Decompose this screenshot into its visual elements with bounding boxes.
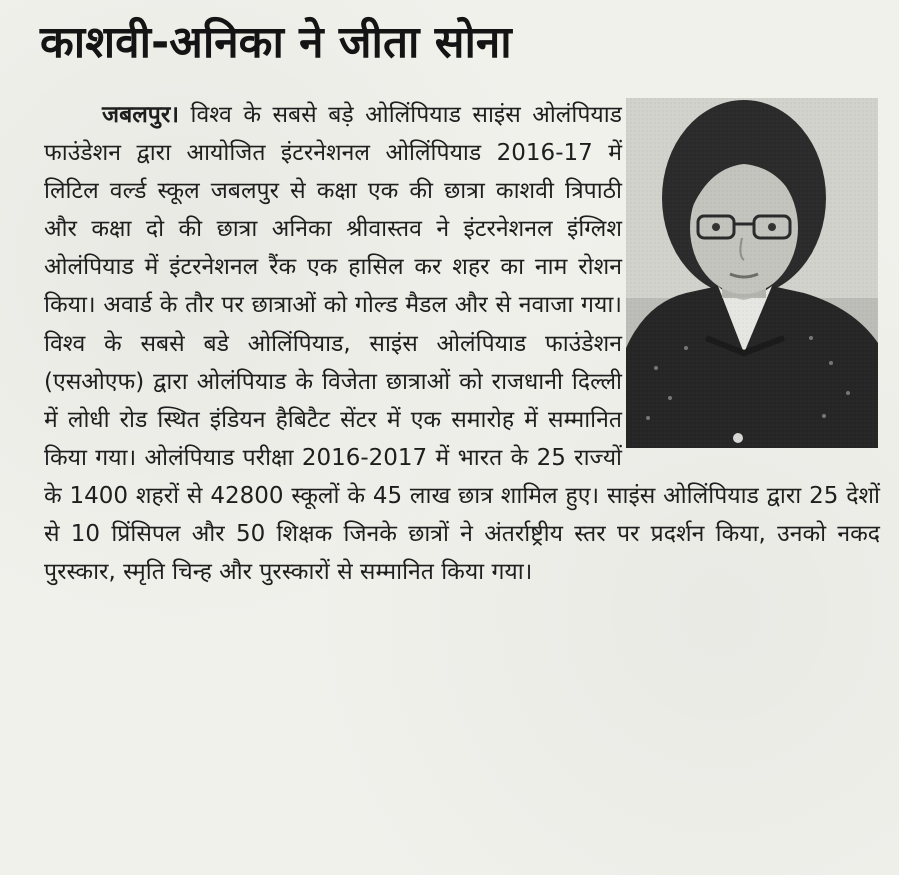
dateline: जबलपुर। bbox=[102, 102, 179, 128]
article-body bbox=[44, 96, 880, 591]
article-body-text: विश्व के सबसे बड़े ओलिंपियाड साइंस ओलंपियाड फाउंडेशन द्वारा आयोजित इंटरनेशनल ओलिंपियाड 2016-17 में लिटिल वर्ल्ड स्कूल जबलपुर से कक्षा एक की छात्रा काशवी त्रिपाठी और कक्षा दो की छात्रा अनिका श्रीवास्तव ने इंटरनेशनल इंग्लिश ओलंपियाड में इंटरनेशनल रैंक एक हासिल कर शहर का नाम रोशन किया। अवार्ड के तौर पर छात्राओं को गोल्ड मैडल और से नवाजा गया। विश्व के सबसे बडे ओलिंपियाड, साइंस ओलंपियाड फाउंडेशन (एसओएफ) द्वारा ओलंपियाड के विजेता छात्राओं को राजधानी दिल्ली में लोधी रोड स्थित इंडियन हैबिटैट सेंटर में एक समारोह में सम्मानित किया गया। ओलंपियाड परीक्षा 2016-2017 में भारत के 25 राज्यों के 1400 शहरों से 42800 स्कूलों के 45 लाख छात्र शामिल हुए। साइंस ओलिंपियाड द्वारा 25 देशों से 10 प्रिंसिपल और 50 शिक्षक जिनके छात्रों ने अंतर्राष्ट्रीय स्तर पर प्रदर्शन किया, उनको नकद पुरस्कार, स्मृति चिन्ह और पुरस्कारों से सम्मानित किया गया। bbox=[44, 102, 880, 586]
headline: काशवी-अनिका ने जीता सोना bbox=[40, 17, 512, 68]
photo-wrap-spacer bbox=[622, 96, 880, 454]
